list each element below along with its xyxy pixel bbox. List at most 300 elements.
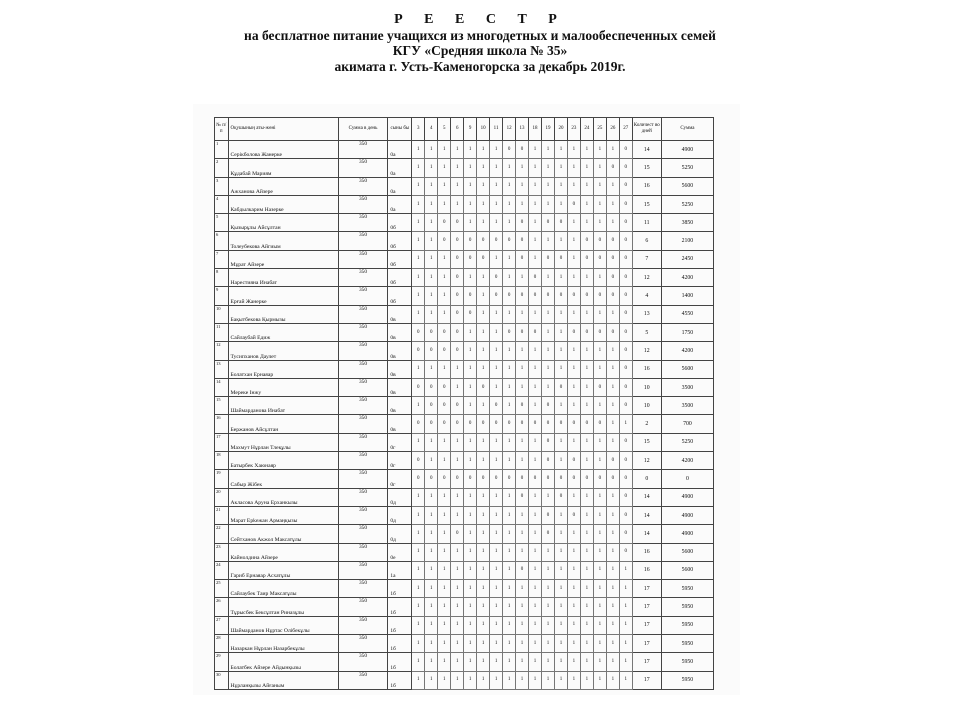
day-mark: 1 [606, 580, 619, 598]
days-count: 16 [632, 360, 661, 378]
day-mark: 1 [606, 543, 619, 561]
days-count: 16 [632, 561, 661, 579]
days-count: 15 [632, 159, 661, 177]
day-mark: 0 [477, 415, 490, 433]
day-mark: 1 [464, 635, 477, 653]
day-mark: 1 [503, 653, 516, 671]
day-mark: 1 [490, 525, 503, 543]
daily-sum: 350 [338, 360, 388, 378]
day-mark: 1 [606, 653, 619, 671]
day-mark: 1 [412, 616, 425, 634]
days-count: 13 [632, 305, 661, 323]
day-mark: 0 [619, 232, 632, 250]
day-mark: 1 [580, 525, 593, 543]
row-amount: 4550 [661, 305, 713, 323]
row-amount: 4900 [661, 525, 713, 543]
days-count: 14 [632, 525, 661, 543]
table-row [215, 342, 714, 360]
day-mark: 0 [412, 323, 425, 341]
day-mark: 1 [412, 250, 425, 268]
day-mark: 1 [580, 360, 593, 378]
table-row [215, 671, 714, 689]
row-amount: 700 [661, 415, 713, 433]
day-mark: 0 [477, 232, 490, 250]
table-row [215, 195, 714, 213]
day-mark: 1 [516, 360, 529, 378]
student-name: Болатхан Ернаяар [228, 360, 338, 378]
day-mark: 0 [541, 287, 554, 305]
day-mark: 1 [554, 159, 567, 177]
day-mark: 1 [503, 598, 516, 616]
student-name: Қызырұлы Айсұлтан [228, 214, 338, 232]
day-mark: 1 [593, 525, 606, 543]
day-mark: 1 [580, 543, 593, 561]
day-mark: 1 [593, 214, 606, 232]
class-cell: 0в [388, 397, 412, 415]
day-mark: 1 [425, 433, 438, 451]
day-mark: 1 [567, 635, 580, 653]
row-number: 20 [215, 488, 229, 506]
day-mark: 1 [464, 525, 477, 543]
header-day: 5 [438, 118, 451, 141]
daily-sum: 350 [338, 561, 388, 579]
days-count: 0 [632, 470, 661, 488]
day-mark: 1 [490, 177, 503, 195]
row-number: 11 [215, 323, 229, 341]
day-mark: 0 [529, 269, 542, 287]
table-body [215, 141, 714, 690]
day-mark: 1 [477, 360, 490, 378]
day-mark: 1 [490, 360, 503, 378]
day-mark: 1 [503, 177, 516, 195]
day-mark: 0 [503, 323, 516, 341]
table-header-row [215, 118, 714, 141]
day-mark: 1 [529, 433, 542, 451]
day-mark: 1 [593, 580, 606, 598]
day-mark: 1 [490, 378, 503, 396]
day-mark: 1 [464, 177, 477, 195]
daily-sum: 350 [338, 195, 388, 213]
days-count: 17 [632, 616, 661, 634]
student-name: Ерғай Жанерке [228, 287, 338, 305]
class-cell: 0а [388, 195, 412, 213]
day-mark: 1 [490, 488, 503, 506]
day-mark: 1 [541, 653, 554, 671]
daily-sum: 350 [338, 671, 388, 689]
day-mark: 1 [593, 671, 606, 689]
day-mark: 1 [606, 433, 619, 451]
day-mark: 0 [503, 470, 516, 488]
day-mark: 1 [580, 269, 593, 287]
row-amount: 1750 [661, 323, 713, 341]
row-number: 29 [215, 653, 229, 671]
day-mark: 0 [477, 470, 490, 488]
class-cell: 0а [388, 159, 412, 177]
day-mark: 1 [490, 580, 503, 598]
class-cell: 0в [388, 342, 412, 360]
day-mark: 1 [464, 141, 477, 159]
day-mark: 1 [503, 214, 516, 232]
day-mark: 1 [438, 360, 451, 378]
day-mark: 1 [451, 360, 464, 378]
day-mark: 0 [464, 287, 477, 305]
class-cell: 1б [388, 580, 412, 598]
day-mark: 1 [516, 452, 529, 470]
day-mark: 0 [438, 232, 451, 250]
class-cell: 0б [388, 287, 412, 305]
day-mark: 1 [606, 177, 619, 195]
day-mark: 1 [606, 506, 619, 524]
table-row [215, 305, 714, 323]
day-mark: 1 [477, 287, 490, 305]
day-mark: 1 [554, 543, 567, 561]
day-mark: 1 [541, 360, 554, 378]
day-mark: 1 [619, 653, 632, 671]
table-row [215, 397, 714, 415]
day-mark: 0 [490, 470, 503, 488]
day-mark: 1 [580, 141, 593, 159]
header-amount: Сумма [661, 118, 713, 141]
day-mark: 1 [619, 580, 632, 598]
day-mark: 1 [425, 653, 438, 671]
class-cell: 0д [388, 488, 412, 506]
day-mark: 0 [567, 323, 580, 341]
days-count: 17 [632, 653, 661, 671]
day-mark: 1 [464, 671, 477, 689]
day-mark: 1 [490, 598, 503, 616]
day-mark: 1 [503, 635, 516, 653]
day-mark: 1 [580, 214, 593, 232]
day-mark: 1 [580, 305, 593, 323]
day-mark: 0 [619, 342, 632, 360]
table-row [215, 177, 714, 195]
day-mark: 0 [503, 232, 516, 250]
table-row [215, 323, 714, 341]
daily-sum: 350 [338, 287, 388, 305]
days-count: 16 [632, 543, 661, 561]
day-mark: 0 [554, 214, 567, 232]
day-mark: 1 [438, 159, 451, 177]
student-name: Акласова Аруна Ерханкызы [228, 488, 338, 506]
day-mark: 1 [593, 488, 606, 506]
row-amount: 4900 [661, 141, 713, 159]
student-name: Нарестияна Инабат [228, 269, 338, 287]
day-mark: 1 [412, 360, 425, 378]
row-number: 10 [215, 305, 229, 323]
day-mark: 0 [516, 415, 529, 433]
student-name: Марат Ерkежан Армаңқызы [228, 506, 338, 524]
day-mark: 0 [567, 415, 580, 433]
row-amount: 3500 [661, 378, 713, 396]
row-amount: 5950 [661, 671, 713, 689]
day-mark: 1 [619, 671, 632, 689]
day-mark: 1 [554, 305, 567, 323]
row-number: 12 [215, 342, 229, 360]
day-mark: 0 [541, 506, 554, 524]
student-name: Тусипханов Даулет [228, 342, 338, 360]
day-mark: 1 [554, 397, 567, 415]
day-mark: 1 [529, 635, 542, 653]
day-mark: 0 [490, 269, 503, 287]
day-mark: 1 [503, 269, 516, 287]
day-mark: 1 [606, 360, 619, 378]
table-row [215, 598, 714, 616]
day-mark: 0 [593, 470, 606, 488]
day-mark: 1 [593, 433, 606, 451]
class-cell: 1б [388, 653, 412, 671]
day-mark: 1 [580, 598, 593, 616]
day-mark: 1 [503, 397, 516, 415]
day-mark: 1 [516, 653, 529, 671]
class-cell: 1б [388, 671, 412, 689]
day-mark: 1 [554, 342, 567, 360]
row-number: 4 [215, 195, 229, 213]
day-mark: 1 [477, 488, 490, 506]
header-day: 27 [619, 118, 632, 141]
day-mark: 1 [554, 598, 567, 616]
day-mark: 0 [619, 433, 632, 451]
day-mark: 0 [606, 287, 619, 305]
day-mark: 1 [606, 378, 619, 396]
day-mark: 1 [438, 598, 451, 616]
day-mark: 1 [619, 598, 632, 616]
day-mark: 0 [619, 397, 632, 415]
student-name: Сайлаубек Таир Максатұлы [228, 580, 338, 598]
day-mark: 1 [477, 269, 490, 287]
day-mark: 0 [490, 287, 503, 305]
day-mark: 0 [425, 342, 438, 360]
day-mark: 0 [425, 323, 438, 341]
day-mark: 1 [593, 452, 606, 470]
day-mark: 0 [451, 525, 464, 543]
day-mark: 1 [425, 488, 438, 506]
day-mark: 1 [477, 506, 490, 524]
table-row [215, 214, 714, 232]
day-mark: 1 [554, 195, 567, 213]
class-cell: 0б [388, 232, 412, 250]
day-mark: 0 [529, 323, 542, 341]
day-mark: 0 [580, 323, 593, 341]
days-count: 7 [632, 250, 661, 268]
day-mark: 1 [541, 232, 554, 250]
day-mark: 1 [425, 269, 438, 287]
day-mark: 1 [438, 488, 451, 506]
day-mark: 1 [593, 397, 606, 415]
day-mark: 0 [516, 250, 529, 268]
day-mark: 1 [593, 653, 606, 671]
day-mark: 1 [412, 287, 425, 305]
day-mark: 1 [425, 232, 438, 250]
day-mark: 1 [580, 580, 593, 598]
header-day: 4 [425, 118, 438, 141]
day-mark: 1 [567, 250, 580, 268]
class-cell: 0в [388, 323, 412, 341]
day-mark: 0 [567, 287, 580, 305]
day-mark: 0 [567, 470, 580, 488]
day-mark: 0 [541, 214, 554, 232]
day-mark: 1 [541, 598, 554, 616]
day-mark: 1 [554, 525, 567, 543]
day-mark: 1 [464, 580, 477, 598]
day-mark: 1 [567, 232, 580, 250]
day-mark: 1 [490, 671, 503, 689]
day-mark: 1 [451, 598, 464, 616]
day-mark: 0 [541, 452, 554, 470]
class-cell: 0г [388, 452, 412, 470]
day-mark: 1 [412, 488, 425, 506]
day-mark: 1 [490, 323, 503, 341]
row-number: 9 [215, 287, 229, 305]
day-mark: 1 [464, 653, 477, 671]
day-mark: 0 [593, 232, 606, 250]
day-mark: 1 [464, 397, 477, 415]
student-name: Толеубекова Айгиым [228, 232, 338, 250]
day-mark: 1 [425, 195, 438, 213]
daily-sum: 350 [338, 488, 388, 506]
day-mark: 0 [619, 287, 632, 305]
day-mark: 1 [580, 671, 593, 689]
day-mark: 1 [503, 305, 516, 323]
day-mark: 1 [580, 378, 593, 396]
day-mark: 1 [541, 342, 554, 360]
day-mark: 0 [541, 470, 554, 488]
student-name: Махмут Нұрлан Тлеқұлы [228, 433, 338, 451]
day-mark: 1 [425, 250, 438, 268]
day-mark: 1 [464, 616, 477, 634]
day-mark: 1 [580, 159, 593, 177]
daily-sum: 350 [338, 452, 388, 470]
day-mark: 1 [490, 195, 503, 213]
student-name: Сабыр Жібек [228, 470, 338, 488]
row-number: 16 [215, 415, 229, 433]
day-mark: 1 [567, 580, 580, 598]
day-mark: 1 [593, 561, 606, 579]
student-name: Сейтханов Акжол Максатұлы [228, 525, 338, 543]
day-mark: 0 [490, 415, 503, 433]
class-cell: 0б [388, 214, 412, 232]
day-mark: 1 [464, 543, 477, 561]
class-cell: 0г [388, 433, 412, 451]
day-mark: 1 [529, 525, 542, 543]
day-mark: 0 [580, 250, 593, 268]
daily-sum: 350 [338, 543, 388, 561]
header-day: 6 [451, 118, 464, 141]
day-mark: 1 [490, 561, 503, 579]
day-mark: 1 [412, 635, 425, 653]
day-mark: 0 [619, 452, 632, 470]
day-mark: 1 [554, 616, 567, 634]
day-mark: 1 [567, 433, 580, 451]
daily-sum: 350 [338, 305, 388, 323]
day-mark: 1 [554, 653, 567, 671]
day-mark: 0 [619, 506, 632, 524]
daily-sum: 350 [338, 177, 388, 195]
student-name: Бержанов Айсұлтан [228, 415, 338, 433]
day-mark: 1 [503, 433, 516, 451]
day-mark: 1 [412, 159, 425, 177]
header-day: 25 [593, 118, 606, 141]
table-row [215, 561, 714, 579]
day-mark: 1 [451, 159, 464, 177]
day-mark: 1 [503, 525, 516, 543]
day-mark: 0 [451, 342, 464, 360]
day-mark: 1 [516, 525, 529, 543]
day-mark: 1 [529, 195, 542, 213]
row-number: 30 [215, 671, 229, 689]
day-mark: 0 [606, 323, 619, 341]
day-mark: 0 [619, 378, 632, 396]
daily-sum: 350 [338, 214, 388, 232]
day-mark: 0 [567, 452, 580, 470]
row-amount: 4200 [661, 269, 713, 287]
table-row [215, 141, 714, 159]
day-mark: 1 [580, 635, 593, 653]
header-day: 24 [580, 118, 593, 141]
day-mark: 1 [567, 159, 580, 177]
day-mark: 1 [464, 323, 477, 341]
student-name: Болатбек Айзере Айдынқызы [228, 653, 338, 671]
day-mark: 1 [593, 177, 606, 195]
day-mark: 1 [541, 580, 554, 598]
day-mark: 1 [477, 671, 490, 689]
row-amount: 3850 [661, 214, 713, 232]
daily-sum: 350 [338, 616, 388, 634]
header-day: 26 [606, 118, 619, 141]
table-row [215, 470, 714, 488]
day-mark: 1 [554, 452, 567, 470]
day-mark: 1 [438, 671, 451, 689]
row-number: 3 [215, 177, 229, 195]
day-mark: 1 [412, 598, 425, 616]
table-row [215, 543, 714, 561]
day-mark: 1 [580, 433, 593, 451]
day-mark: 1 [451, 635, 464, 653]
header-day: 23 [567, 118, 580, 141]
row-amount: 5950 [661, 598, 713, 616]
day-mark: 1 [567, 141, 580, 159]
day-mark: 1 [529, 452, 542, 470]
header-day: 13 [516, 118, 529, 141]
day-mark: 1 [451, 452, 464, 470]
day-mark: 1 [425, 616, 438, 634]
student-name: Назаркан Нұрлан Назарбекұлы [228, 635, 338, 653]
header-day: 11 [490, 118, 503, 141]
student-name: Мереке Інжу [228, 378, 338, 396]
header-name: Оқушының аты-жөні [228, 118, 338, 141]
daily-sum: 350 [338, 269, 388, 287]
day-mark: 1 [438, 433, 451, 451]
day-mark: 1 [477, 305, 490, 323]
day-mark: 0 [412, 342, 425, 360]
table-row [215, 269, 714, 287]
day-mark: 1 [438, 141, 451, 159]
day-mark: 0 [451, 397, 464, 415]
day-mark: 1 [567, 305, 580, 323]
day-mark: 1 [580, 561, 593, 579]
student-name: Тұрысбек Бексұлтан Риназұлы [228, 598, 338, 616]
day-mark: 1 [425, 561, 438, 579]
day-mark: 1 [516, 159, 529, 177]
class-cell: 0г [388, 470, 412, 488]
day-mark: 0 [606, 452, 619, 470]
day-mark: 1 [477, 616, 490, 634]
day-mark: 1 [503, 360, 516, 378]
row-number: 28 [215, 635, 229, 653]
day-mark: 1 [529, 141, 542, 159]
day-mark: 1 [412, 543, 425, 561]
days-count: 4 [632, 287, 661, 305]
day-mark: 0 [580, 232, 593, 250]
